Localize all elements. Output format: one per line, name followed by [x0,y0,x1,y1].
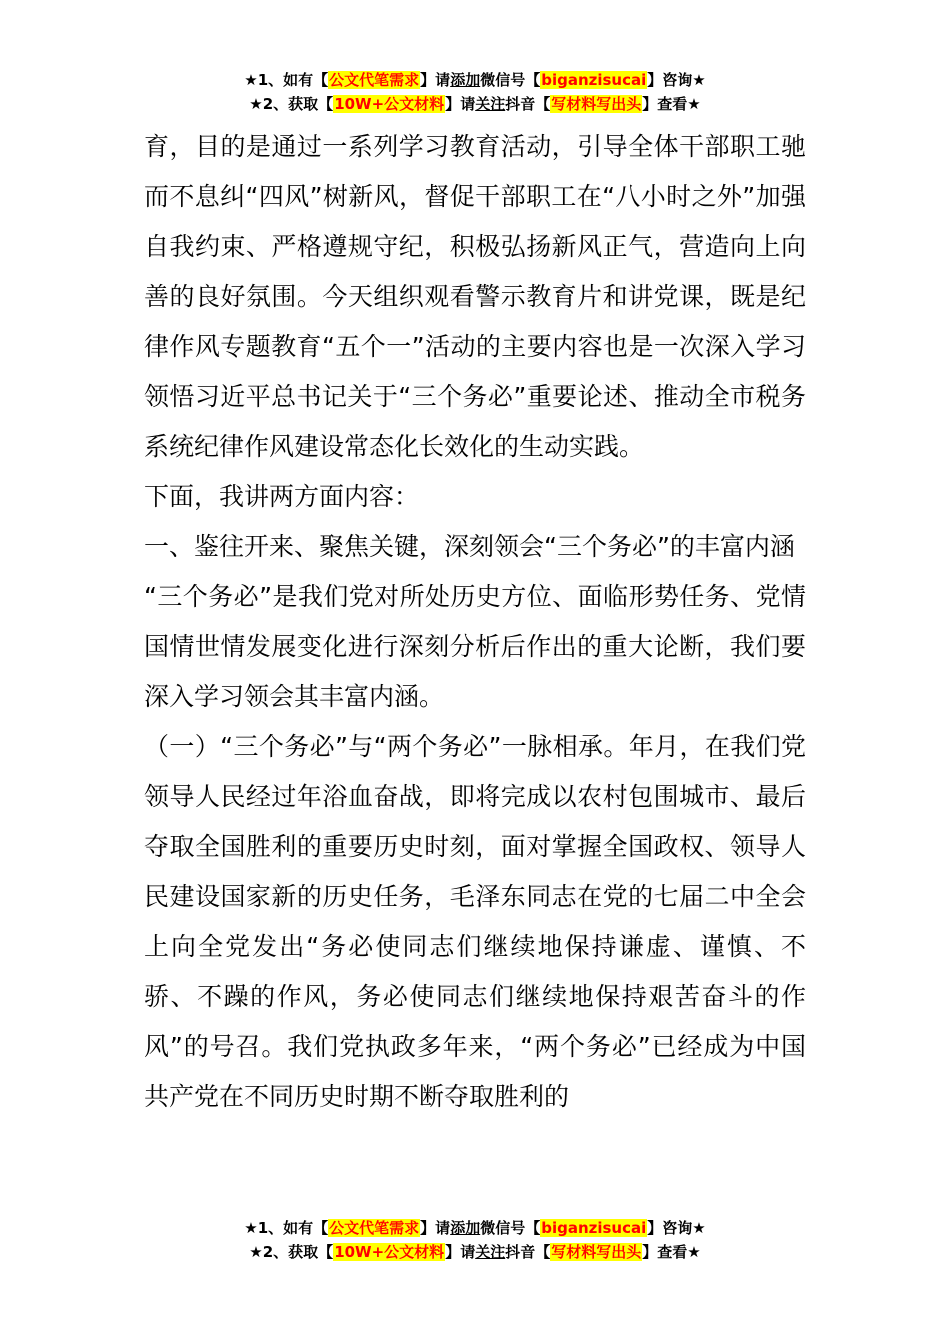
promo-text: 】请 [420,1219,451,1237]
section-heading: 一、鉴往开来、聚焦关键，深刻领会“三个务必”的丰富内涵 [144,532,795,561]
promo-line-2 [0,92,950,116]
promo-text: 】查看★ [642,1243,701,1261]
body-paragraph: “三个务必”是我们党对所处历史方位、面临形势任务、党情国情世情发展变化进行深刻分析后作出的重大论断，我们要深入学习领会其丰富内涵。 [144,582,806,711]
promo-highlight: biganzisucai [541,1219,647,1237]
promo-line-1 [0,1216,950,1240]
promo-text: ★2、获取【 [249,95,334,113]
promo-highlight: 写材料写出头 [551,95,642,113]
promo-text: 】请 [445,95,476,113]
header-promo-banner [0,68,950,116]
body-paragraph: （一）“三个务必”与“两个务必”一脉相承。年月，在我们党领导人民经过年浴血奋战，即将完成以农村包围城市、最后夺取全国胜利的重要历史时刻，面对掌握全国政权、领导人民建设国家新的历史任务，毛泽东同志在党的七届二中全会上向全党发出“务必使同志们继续地保持谦虚、谨慎、不骄、不躁的作风，务必使同志们继续地保持艰苦奋斗的作风”的号召。我们党执政多年来，“两个务必”已经成为中国共产党在不同历史时期不断夺取胜利的 [144,732,806,1111]
document-body [144,122,806,1122]
promo-text: 】请 [445,1243,476,1261]
promo-highlight: 写材料写出头 [551,1243,642,1261]
promo-highlight: 10W+公文材料 [334,1243,445,1261]
promo-highlight: 10W+公文材料 [334,95,445,113]
promo-text: 】咨询★ [647,1219,706,1237]
body-paragraph: 育，目的是通过一系列学习教育活动，引导全体干部职工驰而不息纠“四风”树新风，督促干部职工在“八小时之外”加强自我约束、严格遵规守纪，积极弘扬新风正气，营造向上向善的良好氛围。今天组织观看警示教育片和讲党课，既是纪律作风专题教育“五个一”活动的主要内容也是一次深入学习领悟习近平总书记关于“三个务必”重要论述、推动全市税务系统纪律作风建设常态化长效化的生动实践。 [144,132,806,461]
footer-promo-banner [0,1216,950,1264]
promo-text: 微信号【 [480,1219,541,1237]
promo-text: 抖音【 [505,95,551,113]
promo-line-1 [0,68,950,92]
promo-underlined: 关注 [475,95,506,113]
promo-underlined: 添加 [450,1219,481,1237]
promo-underlined: 关注 [475,1243,506,1261]
promo-underlined: 添加 [450,71,481,89]
promo-highlight: 公文代笔需求 [329,1219,420,1237]
promo-text: 】查看★ [642,95,701,113]
promo-highlight: 公文代笔需求 [329,71,420,89]
promo-text: ★2、获取【 [249,1243,334,1261]
promo-text: ★1、如有【 [244,71,329,89]
body-paragraph: 下面，我讲两方面内容： [144,482,420,511]
promo-text: 】请 [420,71,451,89]
promo-text: ★1、如有【 [244,1219,329,1237]
promo-text: 微信号【 [480,71,541,89]
promo-highlight: biganzisucai [541,71,647,89]
promo-text: 】咨询★ [647,71,706,89]
promo-line-2 [0,1240,950,1264]
promo-text: 抖音【 [505,1243,551,1261]
